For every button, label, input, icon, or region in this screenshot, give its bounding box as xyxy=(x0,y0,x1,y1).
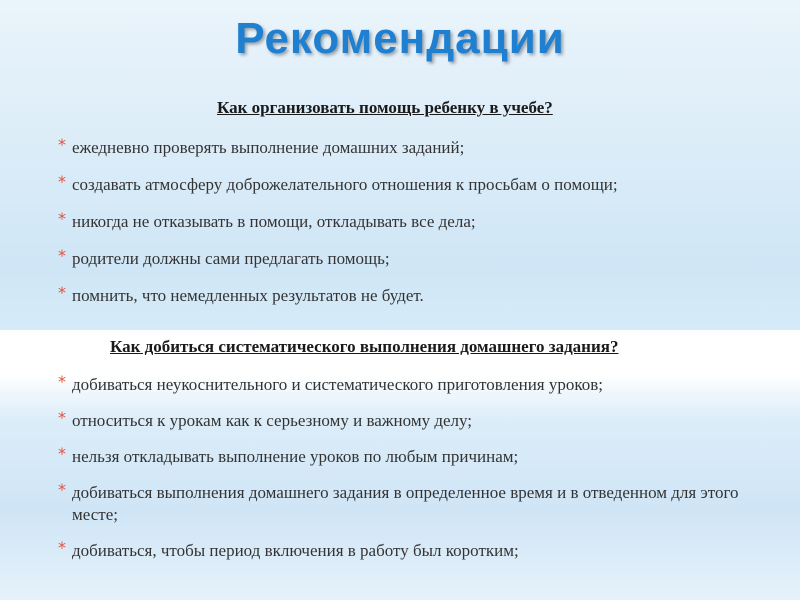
asterisk-bullet-icon: * xyxy=(58,172,66,191)
asterisk-bullet-icon: * xyxy=(58,444,66,463)
list-item: * никогда не отказывать в помощи, откладывать все дела; xyxy=(58,209,476,231)
list-item: * помнить, что немедленных результатов не будет. xyxy=(58,283,424,305)
list-item: * относиться к урокам как к серьезному и важному делу; xyxy=(58,408,472,430)
asterisk-bullet-icon: * xyxy=(58,408,66,427)
section1-list xyxy=(58,137,788,322)
asterisk-bullet-icon: * xyxy=(58,283,66,302)
list-item: * ежедневно проверять выполнение домашних заданий; xyxy=(58,135,465,157)
section2-heading: Как добиться систематического выполнения домашнего задания? xyxy=(110,337,619,356)
asterisk-bullet-icon: * xyxy=(58,538,66,557)
asterisk-bullet-icon: * xyxy=(58,135,66,154)
asterisk-bullet-icon: * xyxy=(58,480,66,499)
section2-list xyxy=(58,374,788,576)
asterisk-bullet-icon: * xyxy=(58,209,66,228)
list-item: * создавать атмосферу доброжелательного отношения к просьбам о помощи; xyxy=(58,172,618,194)
section1-heading: Как организовать помощь ребенку в учебе? xyxy=(217,98,553,117)
list-item: * добиваться неукоснительного и систематического приготовления уроков; xyxy=(58,372,604,394)
asterisk-bullet-icon: * xyxy=(58,372,66,391)
slide-title: Рекомендации xyxy=(235,14,565,63)
asterisk-bullet-icon: * xyxy=(58,246,66,265)
list-item: * родители должны сами предлагать помощь; xyxy=(58,246,390,268)
list-item: * добиваться выполнения домашнего задания в определенное время и в отведенном для этого месте; xyxy=(58,480,739,524)
list-item: * добиваться, чтобы период включения в работу был коротким; xyxy=(58,538,519,560)
list-item: * нельзя откладывать выполнение уроков по любым причинам; xyxy=(58,444,519,466)
